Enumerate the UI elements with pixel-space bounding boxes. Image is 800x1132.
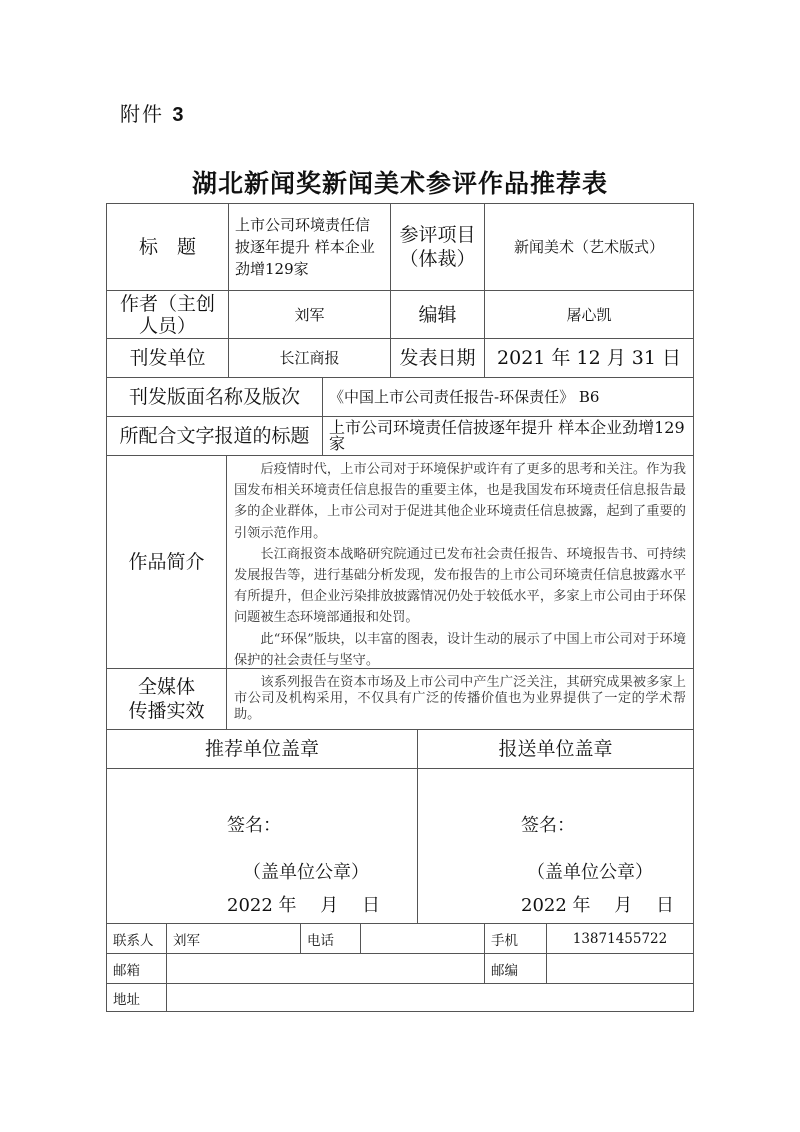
intro-paragraph: 此“环保”版块，以丰富的图表，设计生动的展示了中国上市公司对于环境保护的社会责任与坚守。: [234, 631, 686, 668]
report-title-value: 上市公司环境责任信披逐年提升 样本企业劲增129家: [322, 416, 694, 456]
title-label: 标 题: [106, 203, 229, 291]
editor-label: 编辑: [390, 290, 485, 339]
report-title-label: 所配合文字报道的标题: [106, 416, 323, 456]
publish-date-value: 2021 年 12 月 31 日: [484, 338, 694, 378]
email-label: 邮箱: [106, 953, 167, 984]
intro-paragraph: 长江商报资本战略研究院通过已发布社会责任报告、环境报告书、可持续发展报告等，进行基础分析发现，发布报告的上市公司环境责任信息披露水平有所提升，但企业污染排放披露情况仍处于较低水平，多家上市公司由于环保问题被生态环境部通报和处罚。: [234, 546, 686, 626]
attachment-prefix: 附件: [120, 102, 164, 126]
recommend-date: 2022 年 月 日: [227, 895, 380, 916]
mobile-label: 手机: [484, 923, 547, 954]
submit-sign-label: 签名：: [521, 815, 575, 836]
submit-stamp-header: 报送单位盖章: [417, 729, 694, 769]
mobile-field[interactable]: 13871455722: [546, 923, 694, 954]
address-field[interactable]: [166, 983, 694, 1012]
publisher-value: 长江商报: [228, 338, 391, 378]
submit-stamp-area: [417, 768, 694, 924]
title-value: 上市公司环境责任信披逐年提升 样本企业劲增129家: [228, 203, 391, 291]
recommend-stamp-area: [106, 768, 418, 924]
page-edition-value: 《中国上市公司责任报告-环保责任》 B6: [322, 377, 694, 417]
intro-label: 作品简介: [106, 455, 227, 669]
author-value: 刘军: [228, 290, 391, 339]
recommend-sign-label: 签名：: [227, 815, 281, 836]
address-label: 地址: [106, 983, 167, 1012]
publisher-label: 刊发单位: [106, 338, 229, 378]
intro-paragraph: 后疫情时代，上市公司对于环境保护或许有了更多的思考和关注。作为我国发布相关环境责任信息报告的重要主体，也是我国发布环境责任信息报告最多的企业群体，上市公司对于促进其他企业环境责任信息披露，起到了重要的引领示范作用。: [234, 462, 686, 541]
attachment-number: 3: [172, 104, 186, 126]
media-effect-label-line2: 传播实效: [128, 700, 205, 722]
postcode-label: 邮编: [484, 953, 547, 984]
email-field[interactable]: [166, 953, 485, 984]
submit-date: 2022 年 月 日: [521, 895, 674, 916]
author-label: 作者（主创人员）: [106, 290, 229, 339]
recommend-seal-label: （盖单位公章）: [243, 862, 369, 883]
media-effect-label: [106, 668, 227, 730]
form-title: 湖北新闻奖新闻美术参评作品推荐表: [191, 169, 608, 198]
category-label: 参评项目（体裁）: [390, 203, 485, 291]
intro-content: [226, 455, 694, 669]
phone-field[interactable]: [360, 923, 485, 954]
publish-date-label: 发表日期: [390, 338, 485, 378]
recommendation-form-table: [106, 203, 694, 1012]
contact-person-field[interactable]: 刘军: [166, 923, 301, 954]
media-effect-content: [226, 668, 694, 730]
media-effect-label-line1: 全媒体: [137, 676, 195, 698]
page-edition-label: 刊发版面名称及版次: [106, 377, 323, 417]
media-effect-paragraph: 该系列报告在资本市场及上市公司中产生广泛关注，其研究成果被多家上市公司及机构采用，不仅具有广泛的传播价值也为业界提供了一定的学术帮助。: [234, 675, 686, 722]
category-value: 新闻美术（艺术版式）: [484, 203, 694, 291]
attachment-label: [120, 98, 185, 127]
phone-label: 电话: [300, 923, 361, 954]
contact-person-label: 联系人: [106, 923, 167, 954]
editor-value: 屠心凯: [484, 290, 694, 339]
recommend-stamp-header: 推荐单位盖章: [106, 729, 418, 769]
submit-seal-label: （盖单位公章）: [527, 862, 653, 883]
postcode-field[interactable]: [546, 953, 694, 984]
